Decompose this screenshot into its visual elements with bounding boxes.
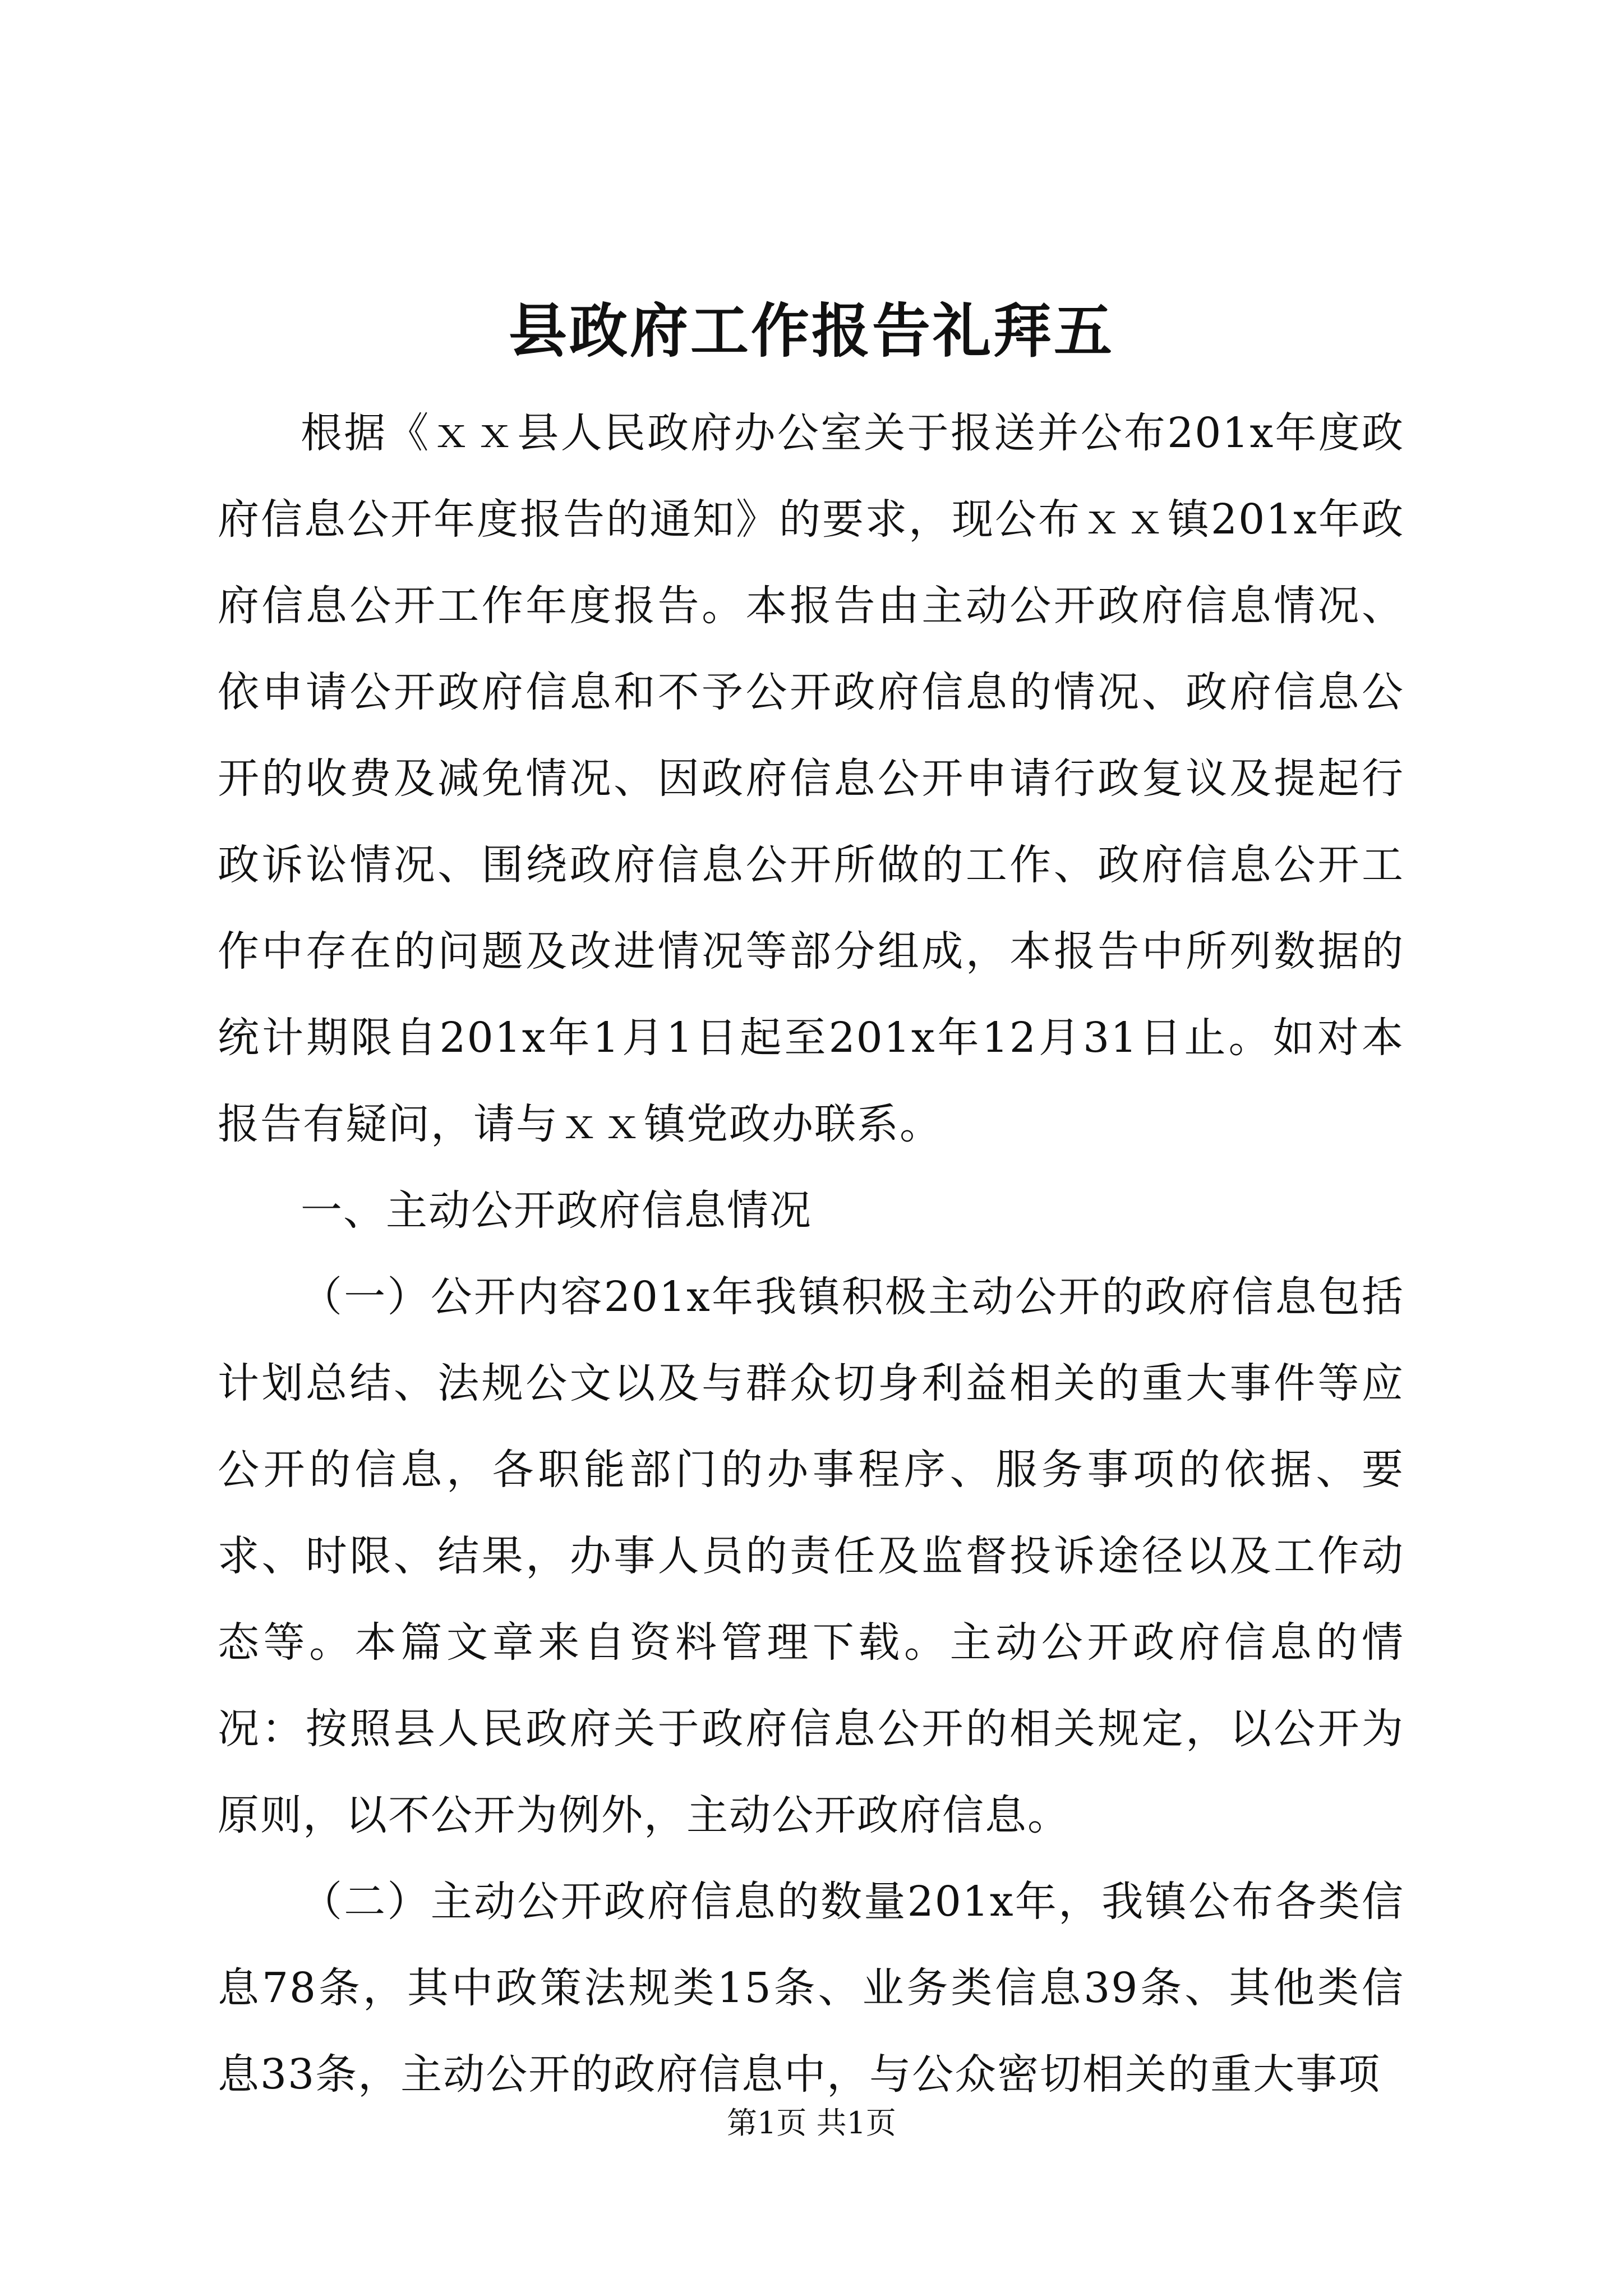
paragraph-quantity: （二）主动公开政府信息的数量201x年，我镇公布各类信息78条，其中政策法规类15条、业务类信息39条、其他类信息33条，主动公开的政府信息中，与公众密切相关的重大事项 [218, 1878, 1404, 2099]
document-body [218, 390, 1404, 2118]
paragraph-intro: 根据《ｘｘ县人民政府办公室关于报送并公布201x年度政府信息公开年度报告的通知》的要求，现公布ｘｘ镇201x年政府信息公开工作年度报告。本报告由主动公开政府信息情况、依申请公开政府信息和不予公开政府信息的情况、政府信息公开的收费及减免情况、因政府信息公开申请行政复议及提起行政诉讼情况、围绕政府信息公开所做的工作、政府信息公开工作中存在的问题及改进情况等部分组成，本报告中所列数据的统计期限自201x年1月1日起至201x年12月31日止。如对本报告有疑问，请与ｘｘ镇党政办联系。 [218, 409, 1404, 1148]
paragraph-content: （一）公开内容201x年我镇积极主动公开的政府信息包括计划总结、法规公文以及与群众切身利益相关的重大事件等应公开的信息，各职能部门的办事程序、服务事项的依据、要求、时限、结果，办事人员的责任及监督投诉途径以及工作动态等。本篇文章来自资料管理下载。主动公开政府信息的情况：按照县人民政府关于政府信息公开的相关规定，以公开为原则，以不公开为例外，主动公开政府信息。 [218, 1273, 1404, 1839]
page-footer: 第1页 共1页 [727, 2105, 896, 2141]
section-heading-1: 一、主动公开政府信息情况 [301, 1186, 812, 1235]
document-title: 县政府工作报告礼拜五 [508, 296, 1114, 365]
